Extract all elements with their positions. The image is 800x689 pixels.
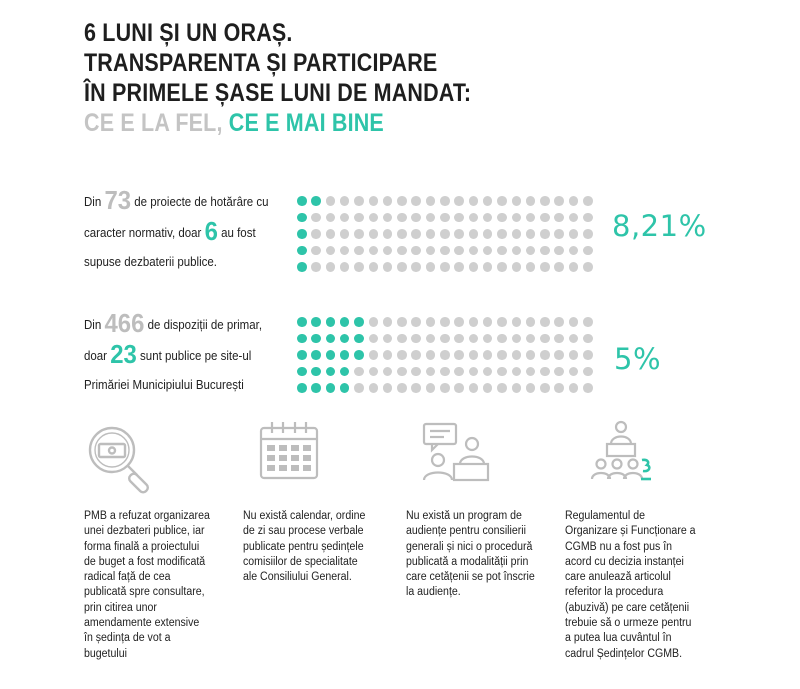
highlight-dot [326,317,336,327]
gray-dot [583,262,593,272]
gray-dot [426,383,436,393]
gray-dot [526,317,536,327]
column-text-line: publicată spre consultare, [84,586,205,599]
gray-dot [583,383,593,393]
calendar-icon [257,419,321,481]
gray-dot [454,350,464,360]
gray-dot [383,229,393,239]
highlight-dot [297,350,307,360]
gray-dot [483,383,493,393]
gray-dot [426,367,436,377]
gray-dot [440,317,450,327]
gray-dot [397,196,407,206]
gray-dot [540,229,550,239]
column-text-line: publicată a modalității prin [406,555,529,568]
gray-dot [512,213,522,223]
gray-dot [526,246,536,256]
gray-dot [483,334,493,344]
highlight-dot [340,367,350,377]
column-calendar-text [243,509,365,585]
gray-dot [583,350,593,360]
column-text-line: (abuzivă) pe care cetățenii [565,601,690,614]
gray-dot [411,383,421,393]
column-text-line: publicate pentru ședințele [243,540,364,553]
gray-dot [497,246,507,256]
gray-dot [569,334,579,344]
gray-dot [497,334,507,344]
gray-dot [383,367,393,377]
gray-dot [440,334,450,344]
gray-dot [340,229,350,239]
gray-dot [469,262,479,272]
column-text-line: Nu există calendar, ordine [243,510,366,522]
gray-dot [583,229,593,239]
gray-dot [454,367,464,377]
gray-dot [440,196,450,206]
gray-dot [583,213,593,223]
gray-dot [454,262,464,272]
stat1-percent: 8,21% [612,209,707,243]
highlight-dot [311,334,321,344]
gray-dot [411,262,421,272]
gray-dot [554,317,564,327]
gray-dot [569,383,579,393]
gray-dot [469,350,479,360]
stat2-text: Din 466 de dispoziții de primar, doar 23 sunt publice pe site-ul Primăriei Municipiului București [84,308,263,392]
gray-dot [454,246,464,256]
gray-dot [426,229,436,239]
highlight-dot [326,367,336,377]
gray-dot [369,196,379,206]
gray-dot [454,229,464,239]
gray-dot [411,229,421,239]
highlight-dot [297,262,307,272]
highlight-dot [297,196,307,206]
gray-dot [512,350,522,360]
gray-dot [397,246,407,256]
gray-dot [411,367,421,377]
gray-dot [311,229,321,239]
gray-dot [526,350,536,360]
gray-dot [469,213,479,223]
highlight-dot [311,383,321,393]
gray-dot [526,229,536,239]
highlight-dot [297,334,307,344]
gray-dot [583,196,593,206]
highlight-dot [311,196,321,206]
gray-dot [554,246,564,256]
gray-dot [554,196,564,206]
gray-dot [426,317,436,327]
gray-dot [497,367,507,377]
gray-dot [512,262,522,272]
gray-dot [512,317,522,327]
gray-dot [326,262,336,272]
column-text-line: ale Consiliului General. [243,571,352,584]
column-text-line: trebuie să o urmeze pentru [565,617,692,630]
gray-dot [354,213,364,223]
gray-dot [540,213,550,223]
gray-dot [411,334,421,344]
column-text-line: de zi sau procese verbale [243,525,364,538]
column-text-line: bugetului [84,647,127,660]
gray-dot [369,367,379,377]
gray-dot [469,367,479,377]
gray-dot [411,317,421,327]
gray-dot [340,196,350,206]
gray-dot [540,334,550,344]
gray-dot [583,317,593,327]
gray-dot [383,317,393,327]
gray-dot [554,262,564,272]
column-text-line: în ședința de vot a [84,632,171,645]
gray-dot [483,350,493,360]
column-text-line: prin citirea unor [84,601,157,614]
gray-dot [383,383,393,393]
gray-dot [383,196,393,206]
highlight-dot [297,246,307,256]
gray-dot [512,246,522,256]
gray-dot [340,246,350,256]
subtitle-better: CE E MAI BINE [228,109,384,137]
gray-dot [497,383,507,393]
column-text-line: cadrul Ședințelor CGMB. [565,647,683,660]
subtitle-same: CE E LA FEL, [84,109,223,137]
gray-dot [440,262,450,272]
gray-dot [483,229,493,239]
gray-dot [483,262,493,272]
gray-dot [354,383,364,393]
stat2-count: 23 [110,339,137,369]
gray-dot [526,383,536,393]
highlight-dot [311,350,321,360]
gray-dot [397,317,407,327]
gray-dot [569,229,579,239]
gray-dot [340,262,350,272]
gray-dot [526,213,536,223]
gray-dot [512,229,522,239]
gray-dot [397,262,407,272]
gray-dot [383,213,393,223]
gray-dot [440,213,450,223]
gray-dot [397,350,407,360]
gray-dot [326,246,336,256]
gray-dot [569,196,579,206]
highlight-dot [340,317,350,327]
gray-dot [426,262,436,272]
gray-dot [311,246,321,256]
gray-dot [569,246,579,256]
column-text-line: care anulează articolul [565,571,671,584]
gray-dot [526,196,536,206]
gray-dot [497,196,507,206]
column-text-line: forma finală a proiectului [84,540,200,553]
stat2-percent: 5% [614,342,662,376]
gray-dot [554,350,564,360]
gray-dot [369,383,379,393]
title-line-1: 6 LUNI ȘI UN ORAȘ. [84,19,293,47]
gray-dot [540,367,550,377]
magnifier-money-icon [82,420,162,498]
title-line-2: TRANSPARENTA ȘI PARTICIPARE [84,49,438,77]
gray-dot [469,317,479,327]
column-text-line: CGMB nu a fost pus în [565,540,673,553]
gray-dot [454,196,464,206]
column-text-line: referitor la procedura [565,586,664,599]
gray-dot [469,334,479,344]
gray-dot [340,213,350,223]
column-text-line: acord cu decizia instanței [565,555,684,568]
gray-dot [497,317,507,327]
gray-dot [354,196,364,206]
gray-dot [512,334,522,344]
gray-dot [354,262,364,272]
gray-dot [540,317,550,327]
gray-dot [569,350,579,360]
gray-dot [354,246,364,256]
gray-dot [397,383,407,393]
gray-dot [540,350,550,360]
column-audience-text [406,509,535,601]
gray-dot [454,317,464,327]
column-text-line: amendamente extensive [84,617,200,630]
gray-dot [526,367,536,377]
gray-dot [397,367,407,377]
gray-dot [426,350,436,360]
column-text-line: care cetățenii se pot înscrie [406,571,535,584]
gray-dot [383,350,393,360]
gray-dot [311,213,321,223]
gray-dot [454,383,464,393]
gray-dot [569,317,579,327]
highlight-dot [311,367,321,377]
stat1-text: Din 73 de proiecte de hotărâre cu caracter normativ, doar 6 au fost supuse dezbaterii publice. [84,185,269,269]
gray-dot [540,262,550,272]
highlight-dot [326,334,336,344]
highlight-dot [297,383,307,393]
gray-dot [526,262,536,272]
gray-dot [454,334,464,344]
gray-dot [469,246,479,256]
stat2-total: 466 [104,308,145,338]
gray-dot [512,367,522,377]
gray-dot [369,229,379,239]
gray-dot [454,213,464,223]
gray-dot [483,317,493,327]
gray-dot [440,383,450,393]
gray-dot [540,246,550,256]
column-text-line: Organizare și Funcționare a [565,525,696,538]
gray-dot [512,196,522,206]
gray-dot [554,213,564,223]
gray-dot [369,334,379,344]
gray-dot [326,229,336,239]
gray-dot [497,229,507,239]
gray-dot [369,246,379,256]
gray-dot [583,246,593,256]
title-line-3: ÎN PRIMELE ȘASE LUNI DE MANDAT: [84,79,472,107]
column-text-line: a putea lua cuvântul în [565,632,672,645]
highlight-dot [340,350,350,360]
gray-dot [554,334,564,344]
gray-dot [569,213,579,223]
highlight-dot [297,317,307,327]
highlight-dot [354,317,364,327]
column-text-line: Regulamentul de [565,510,645,522]
gray-dot [397,229,407,239]
gray-dot [469,383,479,393]
gray-dot [383,334,393,344]
gray-dot [397,213,407,223]
gray-dot [483,367,493,377]
gray-dot [440,350,450,360]
gray-dot [411,196,421,206]
highlight-dot [326,350,336,360]
highlight-dot [354,334,364,344]
gray-dot [554,229,564,239]
stat1-total: 73 [104,185,132,215]
gray-dot [426,246,436,256]
gray-dot [411,213,421,223]
gray-dot [497,350,507,360]
gray-dot [326,196,336,206]
gray-dot [497,262,507,272]
gray-dot [583,334,593,344]
gray-dot [354,229,364,239]
column-text-line: generali și nici o procedură [406,540,533,553]
column-budget-text [84,509,210,662]
gray-dot [512,383,522,393]
gray-dot [483,196,493,206]
gray-dot [483,246,493,256]
gray-dot [397,334,407,344]
gray-dot [369,213,379,223]
column-text-line: unei dezbateri publice, iar [84,525,205,538]
gray-dot [540,383,550,393]
council-podium-icon [589,418,659,482]
gray-dot [326,213,336,223]
stat1-count: 6 [204,216,218,246]
column-text-line: comisiilor de specialitate [243,555,358,568]
highlight-dot [354,350,364,360]
column-text-line: Nu există un program de [406,510,522,522]
gray-dot [497,213,507,223]
highlight-dot [297,367,307,377]
highlight-dot [340,334,350,344]
gray-dot [411,246,421,256]
gray-dot [411,350,421,360]
gray-dot [540,196,550,206]
gray-dot [469,196,479,206]
gray-dot [426,196,436,206]
gray-dot [426,213,436,223]
highlight-dot [311,317,321,327]
gray-dot [369,350,379,360]
gray-dot [440,229,450,239]
highlight-dot [340,383,350,393]
gray-dot [383,246,393,256]
column-text-line: de buget a fost modificată [84,555,206,568]
column-text-line: audiențe pentru consilierii [406,525,526,538]
gray-dot [440,246,450,256]
gray-dot [583,367,593,377]
gray-dot [469,229,479,239]
highlight-dot [326,383,336,393]
gray-dot [569,262,579,272]
gray-dot [483,213,493,223]
column-text-line: radical față de cea [84,571,171,584]
gray-dot [311,262,321,272]
gray-dot [354,367,364,377]
gray-dot [569,367,579,377]
gray-dot [526,334,536,344]
gray-dot [440,367,450,377]
gray-dot [426,334,436,344]
column-text-line: PMB a refuzat organizarea [84,510,210,522]
highlight-dot [297,213,307,223]
gray-dot [369,262,379,272]
audience-meeting-icon [418,420,492,484]
column-text-line: la audiențe. [406,586,461,599]
column-regulation-text [565,509,696,662]
subtitle [84,108,471,138]
gray-dot [383,262,393,272]
gray-dot [369,317,379,327]
page-title [84,18,471,138]
gray-dot [554,383,564,393]
highlight-dot [297,229,307,239]
gray-dot [554,367,564,377]
